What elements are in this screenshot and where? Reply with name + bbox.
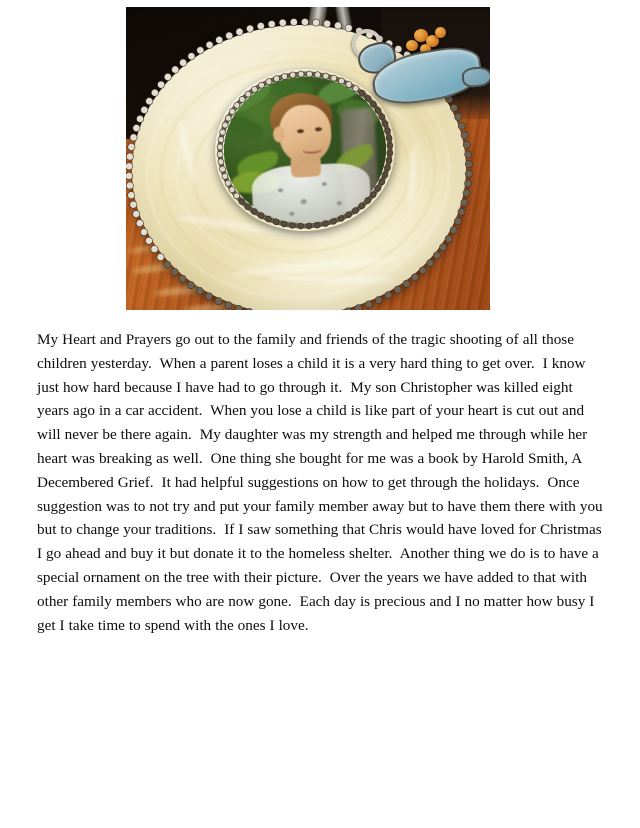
photo-canvas bbox=[126, 7, 490, 310]
boy-photograph bbox=[220, 73, 389, 227]
ornament-photograph bbox=[126, 7, 490, 310]
article-body-text: My Heart and Prayers go out to the family and friends of the tragic shooting of all those children yesterday. When a parent loses a child it is a very hard thing to get over. I know just how hard because I have had to go through it. My son Christopher was killed eight years ago in a car accident. When you lose a child is like part of your heart is cut out and will never be there again. My daughter was my strength and helped me through while her heart was breaking as well. One thing she bought for me was a book by Harold Smith, A Decembered Grief. It had helpful suggestions on how to get through the holidays. Once suggestion was to not try and put your family member away but to have them there with you but to change your traditions. If I saw something that Chris would have loved for Christmas I go ahead and buy it but donate it to the homeless shelter. Another thing we do is to have a special ornament on the tree with their picture. Over the years we have added to that with other family members who are now gone. Each day is precious and I no matter how busy I get I take time to spend with the ones I love. bbox=[37, 331, 607, 634]
blue-stone-charm-tip bbox=[461, 65, 490, 88]
amber-bead bbox=[435, 27, 446, 38]
amber-bead bbox=[406, 40, 418, 51]
oval-photo-frame bbox=[211, 64, 399, 235]
